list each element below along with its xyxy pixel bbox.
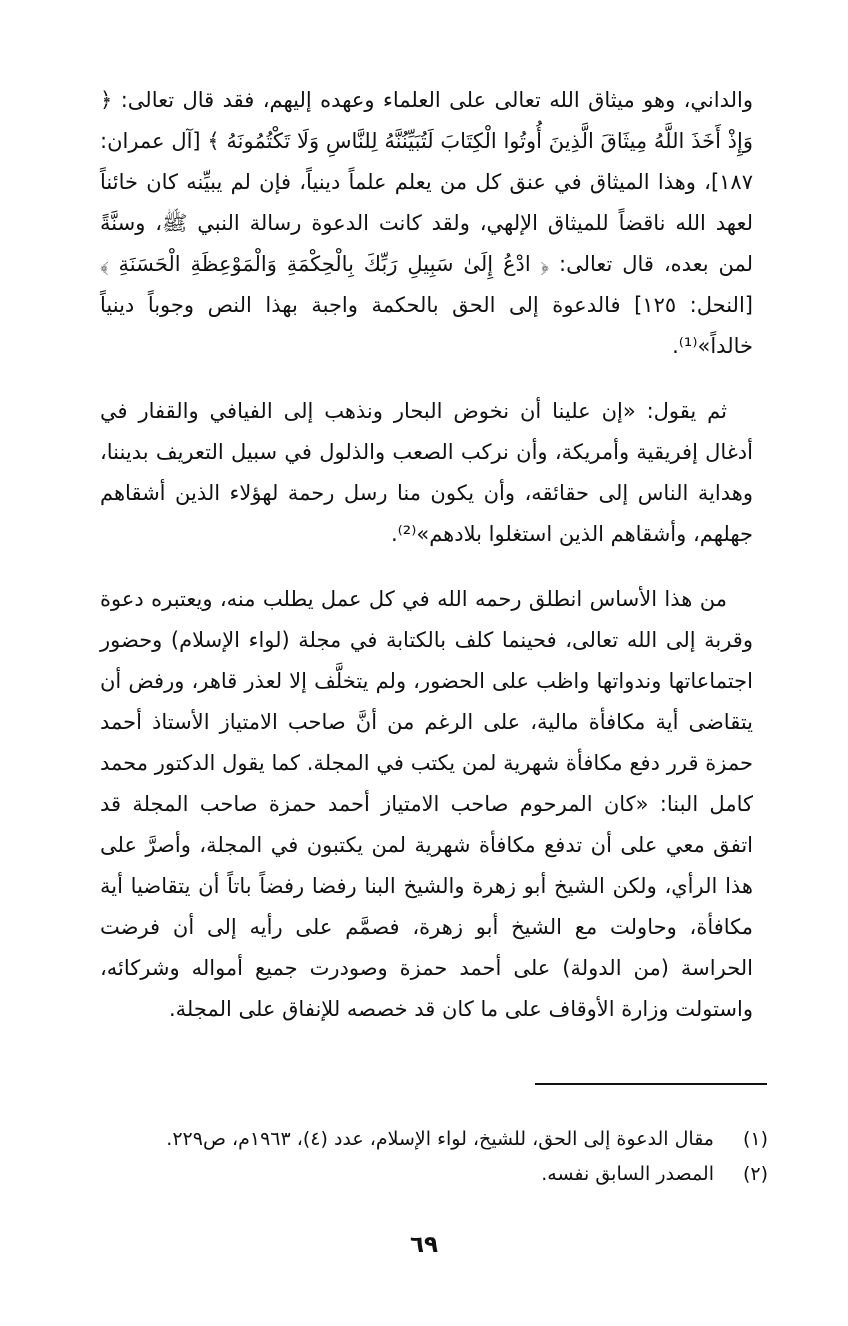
paragraph-1: والداني، وهو ميثاق الله تعالى على العلماء وعهده إليهم، فقد قال تعالى: ﴿ وَإِذْ أَخَذَ اللَّهُ مِيثَاقَ الَّذِينَ أُوتُوا الْكِتَابَ لَتُبَيِّنُنَّهُ لِلنَّاسِ وَلَا تَكْتُمُونَهُ ﴾ [آل عمران: ١٨٧]، وهذا الميثاق في عنق كل من يعلم علماً دينياً، فإن لم يبيِّنه كان خائناً لعهد الله ناقضاً للميثاق الإلهي، ولقد كانت الدعوة رسالة النبي ﷺ، وسنَّةً لمن بعده، قال تعالى: ﴿ ادْعُ إِلَىٰ سَبِيلِ رَبِّكَ بِالْحِكْمَةِ وَالْمَوْعِظَةِ الْحَسَنَةِ ﴾ [النحل: ١٢٥] فالدعوة إلى الحق بالحكمة واجبة بهذا النص وجوباً دينياً خالداً»⁽¹⁾.	[100, 88, 753, 358]
footnote-1	[100, 1122, 768, 1157]
paragraph-2: ثم يقول: «إن علينا أن نخوض البحار ونذهب إلى الفيافي والقفار في أدغال إفريقية وأمريكة، وأن نركب الصعب والذلول في سبيل التعريف بديننا، وهداية الناس إلى حقائقه، وأن يكون منا رسل رحمة لهؤلاء الذين أشقاهم جهلهم، وأشقاهم الذين استغلوا بلادهم»⁽²⁾.	[100, 399, 753, 546]
footnotes	[100, 1122, 768, 1192]
footnote-1-number: (١)	[742, 1128, 768, 1150]
footnote-2	[100, 1157, 768, 1192]
main-text	[100, 80, 753, 1030]
page-number: ٦٩	[409, 1232, 439, 1258]
footnote-2-text: المصدر السابق نفسه.	[541, 1163, 714, 1185]
footnote-1-text: مقال الدعوة إلى الحق، للشيخ، لواء الإسلام، عدد (٤)، ١٩٦٣م، ص٢٢٩.	[166, 1128, 714, 1150]
footnote-separator	[535, 1083, 767, 1085]
footnote-2-number: (٢)	[742, 1163, 768, 1185]
paragraph-3: من هذا الأساس انطلق رحمه الله في كل عمل يطلب منه، ويعتبره دعوة وقربة إلى الله تعالى، فحينما كلف بالكتابة في مجلة (لواء الإسلام) وحضور اجتماعاتها وندواتها واظب على الحضور، ولم يتخلَّف إلا لعذر قاهر، ورفض أن يتقاضى أية مكافأة مالية، على الرغم من أنَّ صاحب الامتياز الأستاذ أحمد حمزة قرر دفع مكافأة شهرية لمن يكتب في المجلة. كما يقول الدكتور محمد كامل البنا: «كان المرحوم صاحب الامتياز أحمد حمزة صاحب المجلة قد اتفق معي على أن تدفع مكافأة شهرية لمن يكتبون في المجلة، وأصرَّ على هذا الرأي، ولكن الشيخ أبو زهرة والشيخ البنا رفضا رفضاً باتاً أن يتقاضيا أية مكافأة، وحاولت مع الشيخ أبو زهرة، فصمَّم على رأيه إلى أن فرضت الحراسة (من الدولة) على أحمد حمزة وصودرت جميع أمواله وشركائه، واستولت وزارة الأوقاف على ما كان قد خصصه للإنفاق على المجلة.	[100, 587, 753, 1021]
